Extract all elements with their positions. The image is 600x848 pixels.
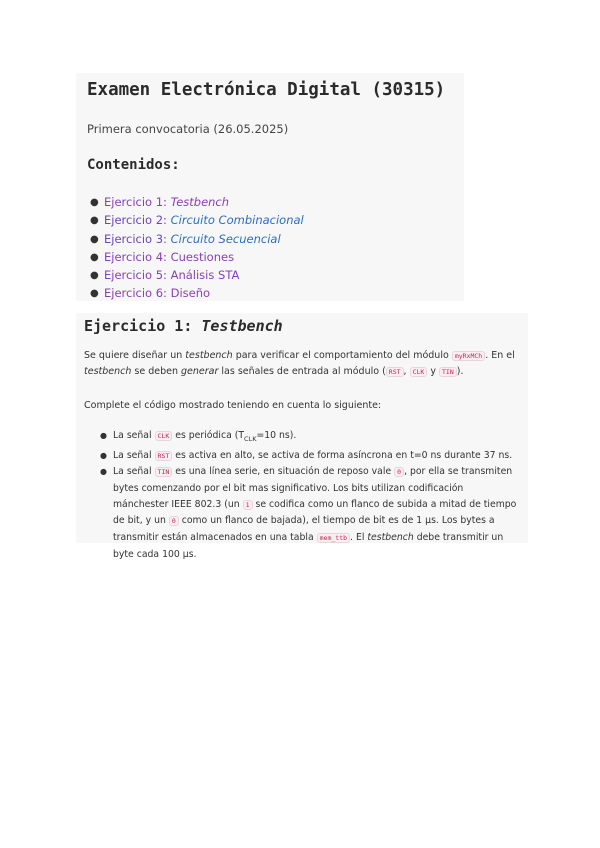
code-module-name: myRxMCh <box>452 351 485 361</box>
toc-item <box>87 212 304 230</box>
exam-date: Primera convocatoria (26.05.2025) <box>87 122 289 136</box>
requirement-rst: ● La señal RST es activa en alto, se activa de forma asíncrona en t=0 ns durante 37 ns. <box>98 448 518 465</box>
bullet-icon: ● <box>100 450 107 460</box>
bullet-icon: ● <box>90 233 99 245</box>
code-clk: CLK <box>410 367 428 377</box>
toc-link-ejercicio-6[interactable]: Ejercicio 6: Diseño <box>104 286 211 301</box>
code-clk: CLK <box>155 431 173 441</box>
exercise-lead: Complete el código mostrado teniendo en cuenta lo siguiente: <box>84 400 382 411</box>
requirement-clk: ● La señal CLK es periódica ($T_{CLK}=10$ ns). <box>100 430 297 443</box>
table-of-contents <box>87 194 304 304</box>
contents-heading: Contenidos: <box>87 157 180 173</box>
toc-link-ejercicio-5[interactable]: Ejercicio 5: Análisis STA <box>104 268 240 283</box>
code-zero: 0 <box>394 467 404 477</box>
code-tin: TIN <box>439 367 457 377</box>
toc-link-ejercicio-4[interactable]: Ejercicio 4: Cuestiones <box>104 249 235 264</box>
exercise-intro: Se quiere diseñar un testbench para verificar el comportamiento del módulo myRxMCh . En el testbench se deben generar las señales de entrada al módulo ( RST , CLK y TIN ). <box>84 350 515 377</box>
code-rst: RST <box>386 367 404 377</box>
toc-link-ejercicio-3[interactable]: Ejercicio 3: Circuito Secuencial <box>104 231 281 246</box>
bullet-icon: ● <box>90 197 99 208</box>
toc-item <box>87 194 304 212</box>
toc-item <box>87 285 304 303</box>
toc-item <box>87 249 304 267</box>
toc-link-ejercicio-2[interactable]: Ejercicio 2: Circuito Combinacional <box>104 213 304 228</box>
code-mem-table: mem_ttb <box>317 533 350 543</box>
requirements-list <box>98 428 518 562</box>
bullet-icon: ● <box>90 270 99 282</box>
bullet-icon: ● <box>90 288 99 300</box>
bullet-icon: ● <box>90 251 99 263</box>
bullet-icon: ● <box>90 215 99 227</box>
code-one: 1 <box>243 500 253 510</box>
page-title: Examen Electrónica Digital (30315) <box>87 80 446 100</box>
bullet-icon: ● <box>100 467 107 477</box>
toc-item <box>87 267 304 285</box>
code-rst: RST <box>155 451 173 461</box>
bullet-icon: ● <box>100 431 107 440</box>
code-tin: TIN <box>155 467 173 477</box>
toc-item <box>87 231 304 249</box>
requirement-tin: ● La señal TIN es una línea serie, en situación de reposo vale 0 , por ella se transmiten bytes comenzando por el bit mas significativo. Los bits utilizan codificación mánchester IEEE 802.3 (un 1 se codifica como un flanco de subida a mitad de tiempo de bit, y un 0 como un flanco de bajada), el tiempo de bit es de 1 µs. Los bytes a transmitir están almacenados en una tabla mem_ttb . El testbench debe transmitir un byte cada 100 µs. <box>100 466 517 560</box>
exercise-heading: Ejercicio 1: Testbench <box>84 317 283 335</box>
code-zero: 0 <box>169 516 179 526</box>
toc-link-ejercicio-1[interactable]: Ejercicio 1: Testbench <box>104 195 230 209</box>
